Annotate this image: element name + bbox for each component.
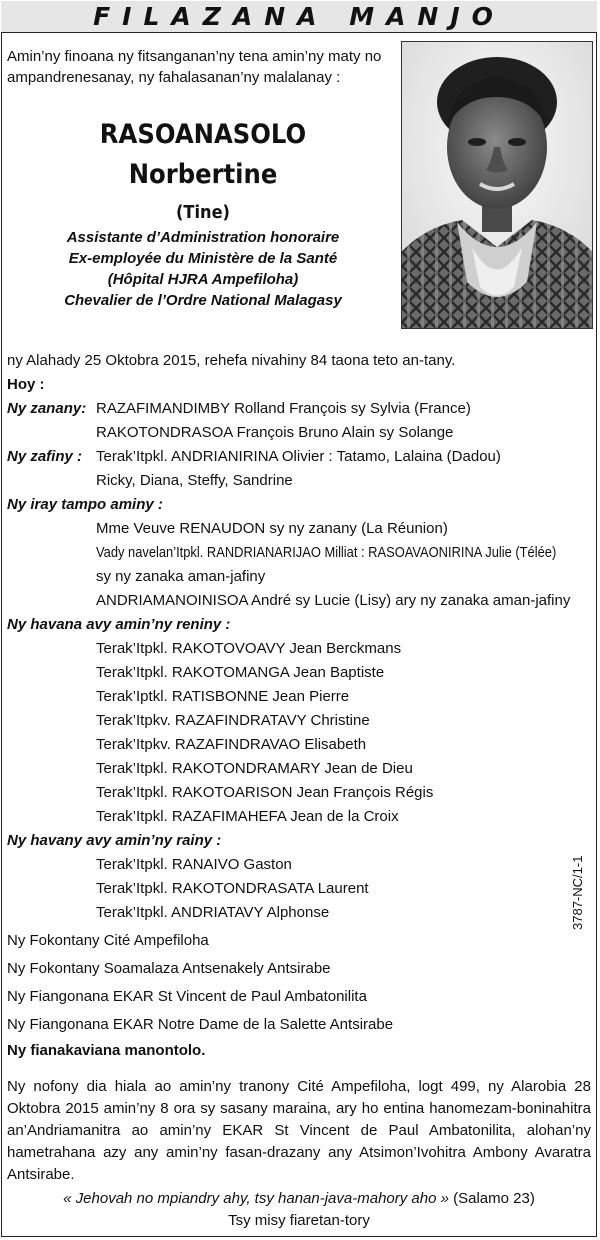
zafiny-line: Ricky, Diana, Steffy, Sandrine xyxy=(96,472,293,489)
deceased-titles xyxy=(7,227,399,311)
title-line: Ex-employée du Ministère de la Santé xyxy=(68,250,338,267)
havana-reniny-line: Terak’Itpkv. RAZAFINDRAVAO Elisabeth xyxy=(96,736,367,753)
zanany-label: Ny zanany: xyxy=(7,400,87,417)
havana-reniny-line: Terak’Itpkl. RAKOTOARISON Jean François Régis xyxy=(96,784,434,801)
closing-line: Tsy misy fiaretan-tory xyxy=(228,1212,370,1229)
deceased-firstname: Norbertine xyxy=(128,159,278,190)
bible-quote xyxy=(0,1188,598,1209)
reference-code: 3787-NC/1-1 xyxy=(570,855,585,930)
zanany-line: RAKOTONDRASOA François Bruno Alain sy Solange xyxy=(96,424,454,441)
iray-tampo-line: ANDRIAMANOINISOA André sy Lucie (Lisy) ary ny zanaka aman-jafiny xyxy=(96,592,571,609)
funeral-details: Ny nofony dia hiala ao amin’ny tranony Cité Ampefiloha, logt 499, ny Alarobia 28 Oktobra 2015 amin’ny 8 ora sy sasany maraina, ary ho entina hanomezam-boninahitra an’Andriamanitra ao amin’ny EKAR St Vincent de Paul Ambatonilita, alohan’ny hametrahana azy any amin’ny fasan-drazany any Atsimon’Ivohitra Ambony Avaratra Antsirabe. xyxy=(7,1078,591,1183)
community-line: Ny Fiangonana EKAR Notre Dame de la Salette Antsirabe xyxy=(7,1016,394,1033)
havana-reniny-line: Terak’Itpkl. RAZAFIMAHEFA Jean de la Croix xyxy=(96,808,399,825)
family-signature: Ny fianakaviana manontolo. xyxy=(7,1042,206,1059)
quote-text: « Jehovah no mpiandry ahy, tsy hanan-java-mahory aho » xyxy=(63,1190,449,1207)
havana-reniny-line: Terak’Itpkl. RAKOTOVOAVY Jean Berckmans xyxy=(96,640,402,657)
zafiny-label: Ny zafiny : xyxy=(7,448,83,465)
notice-title: FILAZANA MANJO xyxy=(93,2,505,31)
havana-rainy-line: Terak’Itpkl. ANDRIATAVY Alphonse xyxy=(96,904,330,921)
header-banner xyxy=(1,1,597,33)
title-line: Chevalier de l’Ordre National Malagasy xyxy=(64,292,342,309)
iray-tampo-line: sy ny zanaka aman-jafiny xyxy=(96,568,266,585)
havana-reniny-line: Terak’Iptkl. RATISBONNE Jean Pierre xyxy=(96,688,350,705)
iray-tampo-line: Vady navelan’Itpkl. RANDRIANARIJAO Milliat : RASOAVAONIRINA Julie (Télée) xyxy=(96,544,557,561)
iray-tampo-label: Ny iray tampo aminy : xyxy=(7,496,163,513)
deceased-name-block xyxy=(7,115,399,311)
zafiny-line: Terak’Itpkl. ANDRIANIRINA Olivier : Tatamo, Lalaina (Dadou) xyxy=(96,448,501,465)
havana-reniny-line: Terak’Itpkv. RAZAFINDRATAVY Christine xyxy=(96,712,370,729)
deceased-nickname: (Tine) xyxy=(176,202,230,223)
havana-reniny-line: Terak’Itpkl. RAKOTOMANGA Jean Baptiste xyxy=(96,664,385,681)
portrait-photo xyxy=(401,41,593,329)
iray-tampo-line: Mme Veuve RENAUDON sy ny zanany (La Réunion) xyxy=(96,520,448,537)
havana-reniny-line: Terak’Itpkl. RAKOTONDRAMARY Jean de Dieu xyxy=(96,760,413,777)
havana-rainy-label: Ny havany avy amin’ny rainy : xyxy=(7,832,222,849)
community-line: Ny Fokontany Cité Ampefiloha xyxy=(7,932,209,949)
death-notice: ny Alahady 25 Oktobra 2015, rehefa nivahiny 84 taona teto an-tany. xyxy=(7,352,456,369)
community-line: Ny Fiangonana EKAR St Vincent de Paul Ambatonilita xyxy=(7,988,367,1005)
intro-text: Amin’ny finoana ny fitsanganan’ny tena amin’ny maty no ampandrenesanay, ny fahalasanan’ny malalanay : xyxy=(7,48,382,86)
havana-rainy-line: Terak’Itpkl. RAKOTONDRASATA Laurent xyxy=(96,880,369,897)
community-line: Ny Fokontany Soamalaza Antsenakely Antsirabe xyxy=(7,960,331,977)
hoy-label: Hoy : xyxy=(7,376,45,393)
quote-source: (Salamo 23) xyxy=(453,1190,535,1207)
deceased-surname: RASOANASOLO xyxy=(99,119,307,150)
title-line: (Hôpital HJRA Ampefiloha) xyxy=(107,271,299,288)
zanany-line: RAZAFIMANDIMBY Rolland François sy Sylvia (France) xyxy=(96,400,471,417)
havana-reniny-label: Ny havana avy amin’ny reniny : xyxy=(7,616,231,633)
havana-rainy-line: Terak’Itpkl. RANAIVO Gaston xyxy=(96,856,292,873)
title-line: Assistante d’Administration honoraire xyxy=(66,229,340,246)
